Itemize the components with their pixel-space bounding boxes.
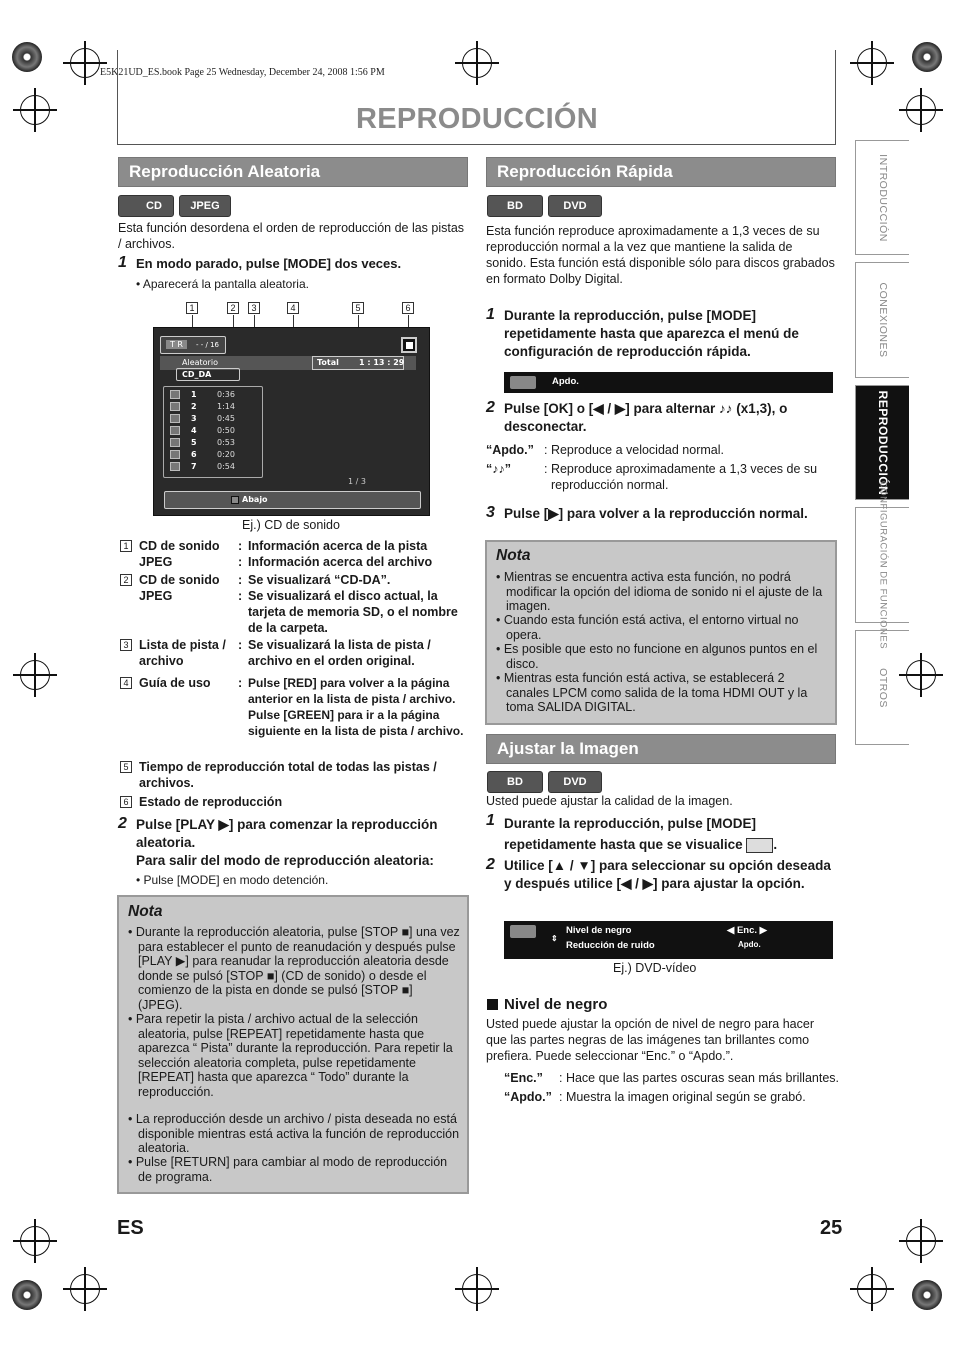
- step-text: Pulse [▶] para volver a la reproducción normal.: [504, 506, 808, 521]
- section-heading-imagen: Ajustar la Imagen: [486, 734, 836, 764]
- legend-number: 4: [120, 677, 132, 689]
- option-key: “Enc.”: [504, 1071, 543, 1085]
- track-icon: [170, 402, 180, 411]
- option-value: : Hace que las partes oscuras sean más brillantes.: [559, 1071, 839, 1085]
- green-button-icon: [231, 496, 239, 504]
- note-item: • La reproducción desde un archivo / pista deseada no está disponible mientras está activa la función de reproducción aleatoria.: [128, 1112, 460, 1155]
- tr-label: T R: [166, 340, 187, 349]
- legend-desc: Se visualizará “CD-DA”.: [248, 573, 391, 587]
- track-icon: [170, 450, 180, 459]
- crosshair-mark: [857, 48, 887, 78]
- legend-term: Estado de reproducción: [139, 795, 283, 809]
- track-time: 0:50: [217, 426, 235, 435]
- cd-badge: CD: [118, 195, 174, 217]
- note-item: • Mientras se encuentra activa esta función, no podrá modificar la opción del idioma de sonido ni el ajuste de la imagen.: [496, 570, 823, 613]
- legend-number: 5: [120, 761, 132, 773]
- picture-icon: [746, 838, 773, 853]
- corner-disc-mark: [912, 1280, 942, 1310]
- step-sub: • Pulse [MODE] en modo detención.: [136, 873, 329, 887]
- legend-desc: Se visualizará el disco actual, la tarjeta de memoria SD, o el nombre de la carpeta.: [248, 589, 458, 635]
- note-item: • Es posible que esto no funcione en algunos puntos en el disco.: [496, 642, 818, 671]
- legend-desc: Se visualizará la lista de pista / archivo en el orden original.: [248, 638, 431, 668]
- fast-playback-bar: Apdo.: [504, 372, 833, 393]
- step-text: Pulse [OK] o [◀ / ▶] para alternar ♪♪ (x1,3), o desconectar.: [504, 401, 788, 434]
- option-value: : Muestra la imagen original según se grabó.: [559, 1090, 806, 1104]
- step-number: 2: [486, 399, 495, 416]
- square-bullet: [487, 999, 498, 1010]
- step-number: 2: [486, 856, 495, 873]
- legend-term: CD de sonido: [139, 539, 220, 553]
- step-number: 2: [118, 815, 127, 832]
- crosshair-mark: [906, 660, 936, 690]
- speaker-icon: [510, 376, 536, 389]
- legend-number: 3: [120, 639, 132, 651]
- note-title: Nota: [128, 903, 163, 920]
- page-number: 25: [820, 1217, 843, 1239]
- picture-icon: [510, 925, 536, 938]
- total-label: Total: [317, 358, 339, 367]
- note-item: • Cuando esta función está activa, el entorno virtual no opera.: [496, 613, 799, 642]
- step-number: 1: [118, 254, 127, 271]
- track-time: 0:53: [217, 438, 235, 447]
- intro-text: Esta función reproduce aproximadamente a 1,3 veces de su reproducción normal a la vez que mantiene la salida de sonido. Esta función está disponible sólo para discos grabados en formato Dolby Digital.: [486, 224, 835, 286]
- tab-configuracion[interactable]: CONFIGURACIÓN DE FUNCIONES: [855, 507, 909, 623]
- note-item: • Pulse [RETURN] para cambiar al modo de reproducción de programa.: [128, 1155, 448, 1184]
- section-heading-aleatoria: Reproducción Aleatoria: [118, 157, 468, 187]
- track-number: 6: [191, 450, 197, 459]
- total-time: 1 : 13 : 29: [359, 358, 405, 367]
- tab-reproduccion[interactable]: REPRODUCCIÓN: [855, 385, 909, 500]
- legend-term: Lista de pista / archivo: [139, 638, 226, 668]
- note-item: • Para repetir la pista / archivo actual de la selección aleatoria, pulse [REPEAT] repetidamente hasta que aparezca “ Pista” durante la reproducción. Para repetir la selección aleatoria completa, pulse repetidamente [REPEAT] hasta que aparezca “ Todo” durante la reproducción.: [128, 1012, 453, 1099]
- note-title: Nota: [496, 547, 531, 564]
- intro-text: Usted puede ajustar la calidad de la imagen.: [486, 794, 733, 808]
- track-number: 2: [191, 402, 197, 411]
- legend-desc: Pulse [RED] para volver a la página anterior en la lista de pista / archivo. Pulse [GREEN] para ir a la página siguiente en la lista de pista / archivo.: [248, 676, 464, 738]
- step-text: Utilice [▲ / ▼] para seleccionar su opción deseada y después utilice [◀ / ▶] para ajustar la opción.: [504, 858, 831, 891]
- sub-text: Usted puede ajustar la opción de nivel de negro para hacer que las partes negras de las imágenes tan brillantes como prefiera. Puede seleccionar “Enc.” o “Apdo.”.: [486, 1017, 814, 1063]
- track-time: 0:36: [217, 390, 235, 399]
- note-item: • Mientras esta función está activa, se establecerá 2 canales LPCM como salida de la toma HDMI OUT y la toma SALIDA DIGITAL.: [496, 671, 808, 714]
- legend-term: Guía de uso: [139, 676, 211, 690]
- option-key: “Apdo.”: [486, 443, 534, 457]
- track-icon: [170, 438, 180, 447]
- bar-caption: Ej.) DVD-vídeo: [613, 961, 697, 975]
- track-time: 0:45: [217, 414, 235, 423]
- callout-5: 5: [352, 302, 364, 314]
- step-number: 1: [486, 812, 495, 829]
- page-indicator: 1 / 3: [348, 477, 366, 486]
- screen-caption: Ej.) CD de sonido: [242, 518, 340, 532]
- step-text: Pulse [PLAY ▶] para comenzar la reproducción aleatoria.: [136, 817, 438, 850]
- corner-disc-mark: [12, 42, 42, 72]
- option-key: “♪♪”: [486, 462, 511, 476]
- corner-disc-mark: [912, 42, 942, 72]
- step-text: Durante la reproducción, pulse [MODE] repetidamente hasta que aparezca el menú de configuración de reproducción rápida.: [504, 308, 799, 359]
- track-number: 5: [191, 438, 197, 447]
- legend-term: CD de sonido: [139, 573, 220, 587]
- stop-status-icon: [401, 337, 417, 353]
- track-icon: [170, 462, 180, 471]
- option-key: “Apdo.”: [504, 1090, 552, 1104]
- page-title: REPRODUCCIÓN: [355, 103, 599, 135]
- book-header-line: E5K21UD_ES.book Page 25 Wednesday, December 24, 2008 1:56 PM: [100, 67, 385, 78]
- section-heading-rapida: Reproducción Rápida: [486, 157, 836, 187]
- tab-introduccion[interactable]: INTRODUCCIÓN: [855, 140, 909, 255]
- callout-3: 3: [248, 302, 260, 314]
- callout-2: 2: [227, 302, 239, 314]
- crosshair-mark: [462, 1274, 492, 1304]
- legend-term: JPEG: [139, 555, 173, 569]
- track-icon: [170, 390, 180, 399]
- tab-otros[interactable]: OTROS: [855, 630, 909, 745]
- crosshair-mark: [906, 1226, 936, 1256]
- callout-4: 4: [287, 302, 299, 314]
- bd-badge: BD: [487, 195, 543, 217]
- tab-conexiones[interactable]: CONEXIONES: [855, 262, 909, 378]
- step-number: 1: [486, 306, 495, 323]
- track-number: 3: [191, 414, 197, 423]
- random-playback-screen: [153, 327, 430, 516]
- jpeg-badge: JPEG: [179, 195, 231, 217]
- callout-6: 6: [402, 302, 414, 314]
- option-value: : Reproduce a velocidad normal.: [544, 443, 724, 457]
- up-down-icon: ⇕: [551, 934, 558, 943]
- corner-disc-mark: [12, 1280, 42, 1310]
- crosshair-mark: [20, 660, 50, 690]
- crosshair-mark: [70, 48, 100, 78]
- note-item: • Durante la reproducción aleatoria, pulse [STOP ■] una vez para establecer el punto de reanudación y después pulse [PLAY ▶] para reanudar la reproducción aleatoria desde donde se pulsó [STOP ■] (CD de sonido) o desde el comienzo de la pista en donde se pulsó [STOP ■] (JPEG).: [128, 925, 460, 1012]
- legend-term: JPEG: [139, 589, 173, 603]
- step-sub: • Aparecerá la pantalla aleatoria.: [136, 277, 309, 291]
- track-time: 1:14: [217, 402, 235, 411]
- step-number: 3: [486, 504, 495, 521]
- track-number: 1: [191, 390, 197, 399]
- dvd-badge: DVD: [548, 195, 602, 217]
- track-time: 0:20: [217, 450, 235, 459]
- dvd-badge: DVD: [548, 771, 602, 793]
- bd-badge: BD: [487, 771, 543, 793]
- crosshair-mark: [20, 1226, 50, 1256]
- legend-term: Tiempo de reproducción total de todas las pistas / archivos.: [139, 760, 437, 790]
- step-text-bold: Para salir del modo de reproducción aleatoria:: [136, 853, 434, 868]
- step-text: Durante la reproducción, pulse [MODE] repetidamente hasta que se visualice .: [504, 816, 778, 852]
- picture-adjust-bar: ⇕ Nivel de negro Reducción de ruido ◀ Enc. ▶ Apdo.: [504, 921, 833, 959]
- step-text: En modo parado, pulse [MODE] dos veces.: [136, 256, 402, 271]
- track-counter: - - / 16: [196, 341, 219, 349]
- track-icon: [170, 426, 180, 435]
- language-label: ES: [117, 1217, 144, 1239]
- legend-desc: Información acerca del archivo: [248, 555, 433, 569]
- track-time: 0:54: [217, 462, 235, 471]
- cdda-label: CD_DA: [182, 370, 212, 379]
- track-number: 4: [191, 426, 197, 435]
- crosshair-mark: [857, 1274, 887, 1304]
- track-number: 7: [191, 462, 197, 471]
- track-icon: [170, 414, 180, 423]
- abajo-label: Abajo: [242, 495, 268, 504]
- callout-1: 1: [186, 302, 198, 314]
- option-value: : Reproduce aproximadamente a 1,3 veces de su reproducción normal.: [544, 462, 818, 492]
- legend-desc: Información acerca de la pista: [248, 539, 428, 553]
- legend-number: 6: [120, 796, 132, 808]
- legend-number: 2: [120, 574, 132, 586]
- intro-text: Esta función desordena el orden de reproducción de las pistas / archivos.: [118, 221, 465, 251]
- crosshair-mark: [70, 1274, 100, 1304]
- aleatorio-label: Aleatorio: [182, 358, 218, 367]
- legend-number: 1: [120, 540, 132, 552]
- subheading: Nivel de negro: [504, 996, 608, 1013]
